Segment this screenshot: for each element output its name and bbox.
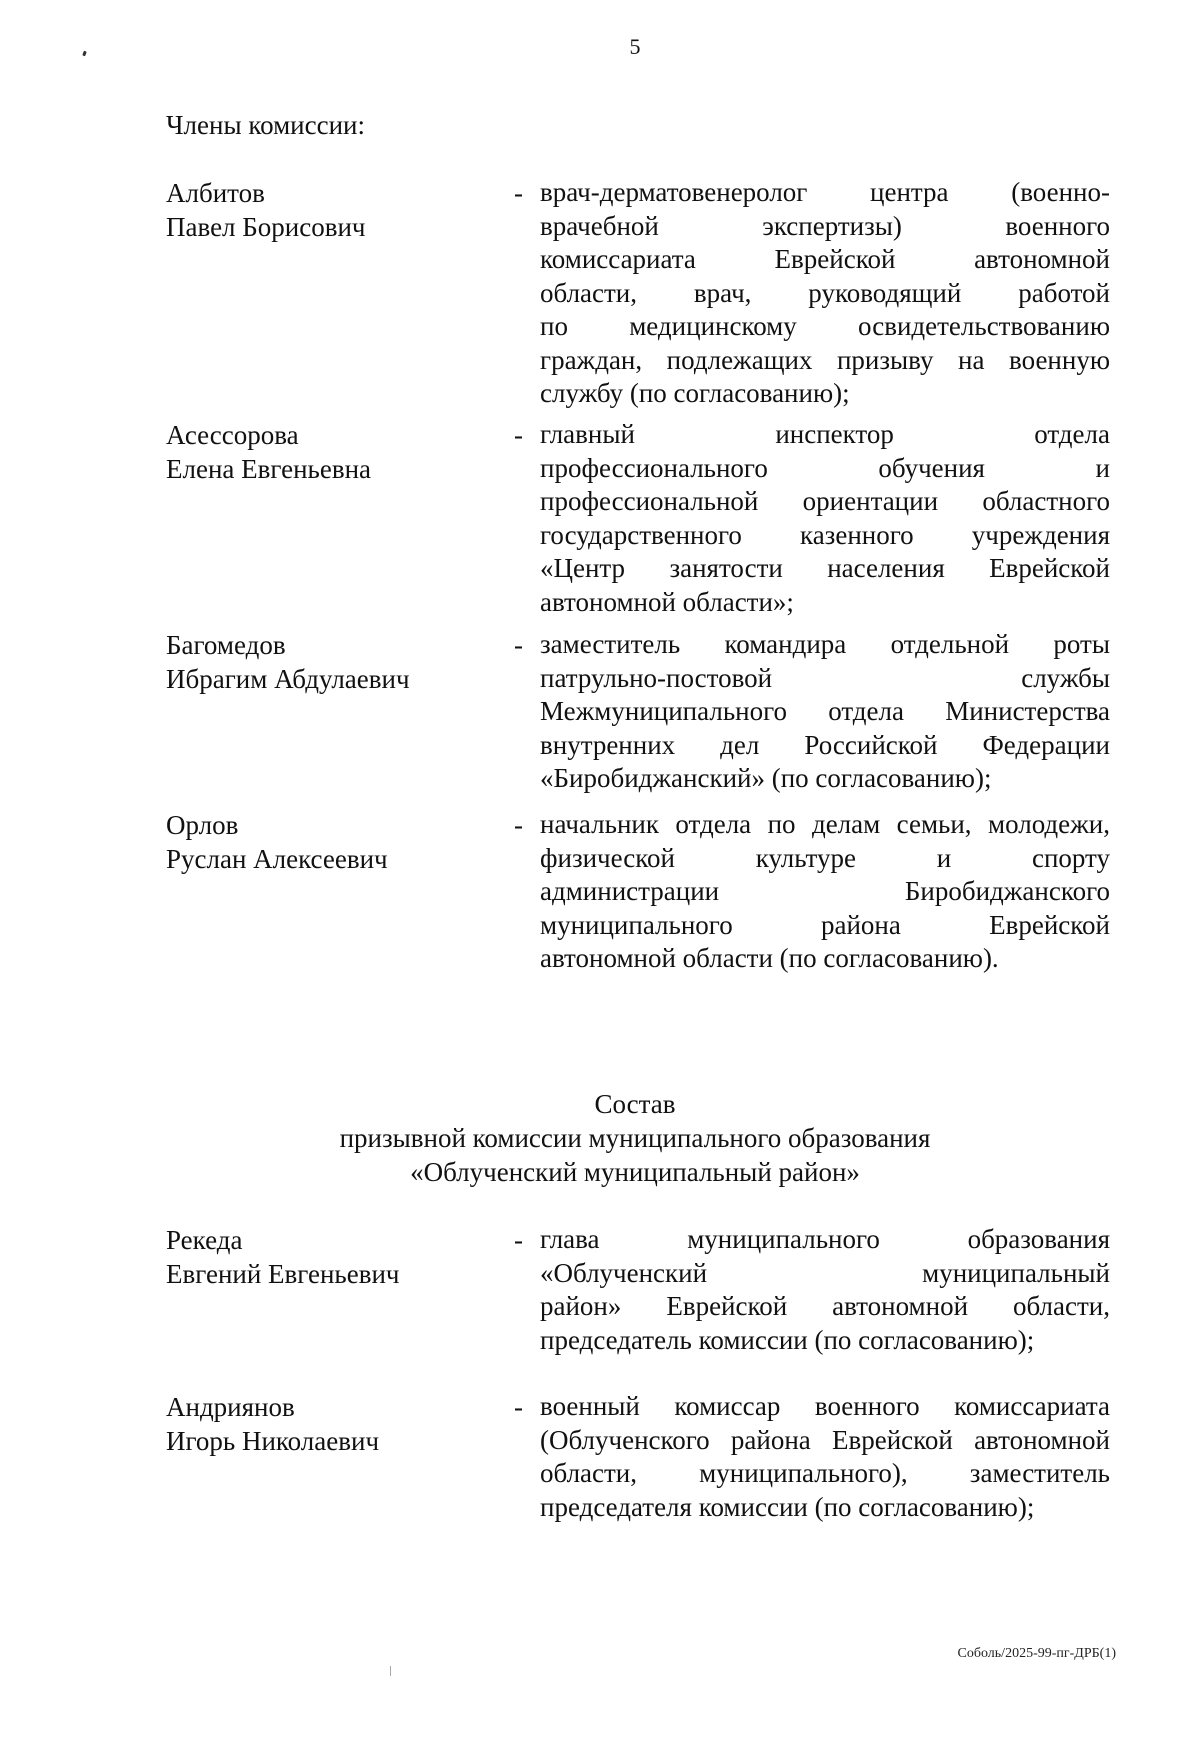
member-given-names: Павел Борисович [166,212,366,242]
position-line: области, муниципального), заместитель [540,1458,1110,1488]
position-line: район» Еврейской автономной области, [540,1291,1110,1321]
position-line: физической культуре и спорту [540,842,1110,873]
scan-mark [390,1666,391,1676]
member-position [540,418,1110,619]
position-line: государственного казенного учреждения [540,519,1110,550]
position-line: «Облученский муниципальный [540,1257,1110,1288]
position-line: комиссариата Еврейской автономной [540,244,1110,274]
position-line: главный инспектор отдела [540,419,1110,449]
member-name [166,176,496,244]
position-line: председатель комиссии (по согласованию); [540,1324,1035,1355]
member-surname: Рекеда [166,1225,243,1255]
position-line: граждан, подлежащих призыву на военную [540,344,1110,375]
composition-title-line: Состав [594,1089,676,1119]
member-name [166,628,496,696]
position-line: врачебной экспертизы) военного [540,210,1110,241]
member-position [540,1223,1110,1357]
composition-subtitle-line: «Облученский муниципальный район» [410,1157,860,1187]
entry-dash: - [514,810,523,840]
member-given-names: Руслан Алексеевич [166,844,388,874]
position-line: начальник отдела по делам семьи, молодежи, [540,809,1110,839]
composition-title [0,1087,1200,1189]
entry-dash: - [514,1392,523,1422]
composition-subtitle-line: призывной комиссии муниципального образования [339,1123,931,1153]
position-line: области, врач, руководящий работой [540,277,1110,308]
member-given-names: Игорь Николаевич [166,1426,380,1456]
position-line: администрации Биробиджанского [540,876,1110,906]
member-name [166,1390,496,1458]
position-line: председателя комиссии (по согласованию); [540,1491,1035,1522]
member-surname: Албитов [166,178,265,208]
entry-dash: - [514,630,523,660]
entry-dash: - [514,178,523,208]
position-line: Межмуниципального отдела Министерства [540,696,1110,726]
position-line: врач-дерматовенеролог центра (военно- [540,177,1110,207]
position-line: «Биробиджанский» (по согласованию); [540,763,992,793]
member-surname: Андриянов [166,1392,295,1422]
member-surname: Орлов [166,810,239,840]
member-position [540,176,1110,411]
position-line: службу (по согласованию); [540,378,850,408]
document-code: Соболь/2025-99-пг-ДРБ(1) [957,1646,1116,1661]
position-line: автономной области (по согласованию). [540,943,999,973]
page-number: 5 [629,34,641,59]
member-name [166,1223,496,1291]
position-line: (Облученского района Еврейской автономной [540,1424,1110,1455]
member-given-names: Евгений Евгеньевич [166,1259,400,1289]
member-surname: Багомедов [166,630,286,660]
position-line: патрульно-постовой службы [540,662,1110,693]
position-line: «Центр занятости населения Еврейской [540,553,1110,583]
member-position [540,628,1110,796]
member-given-names: Елена Евгеньевна [166,454,372,484]
position-line: автономной области»; [540,586,794,617]
position-line: военный комиссар военного комиссариата [540,1391,1110,1421]
position-line: внутренних дел Российской Федерации [540,729,1110,760]
entry-dash: - [514,420,523,450]
position-line: заместитель командира отдельной роты [540,629,1110,659]
member-position [540,1390,1110,1524]
member-given-names: Ибрагим Абдулаевич [166,664,410,694]
member-name [166,418,496,486]
member-name [166,808,496,876]
entry-dash: - [514,1225,523,1255]
position-line: профессиональной ориентации областного [540,486,1110,516]
members-heading: Члены комиссии: [166,110,365,140]
member-position [540,808,1110,976]
position-line: глава муниципального образования [540,1224,1110,1254]
position-line: по медицинскому освидетельствованию [540,311,1110,341]
position-line: профессионального обучения и [540,452,1110,483]
position-line: муниципального района Еврейской [540,909,1110,940]
member-surname: Асессорова [166,420,299,450]
